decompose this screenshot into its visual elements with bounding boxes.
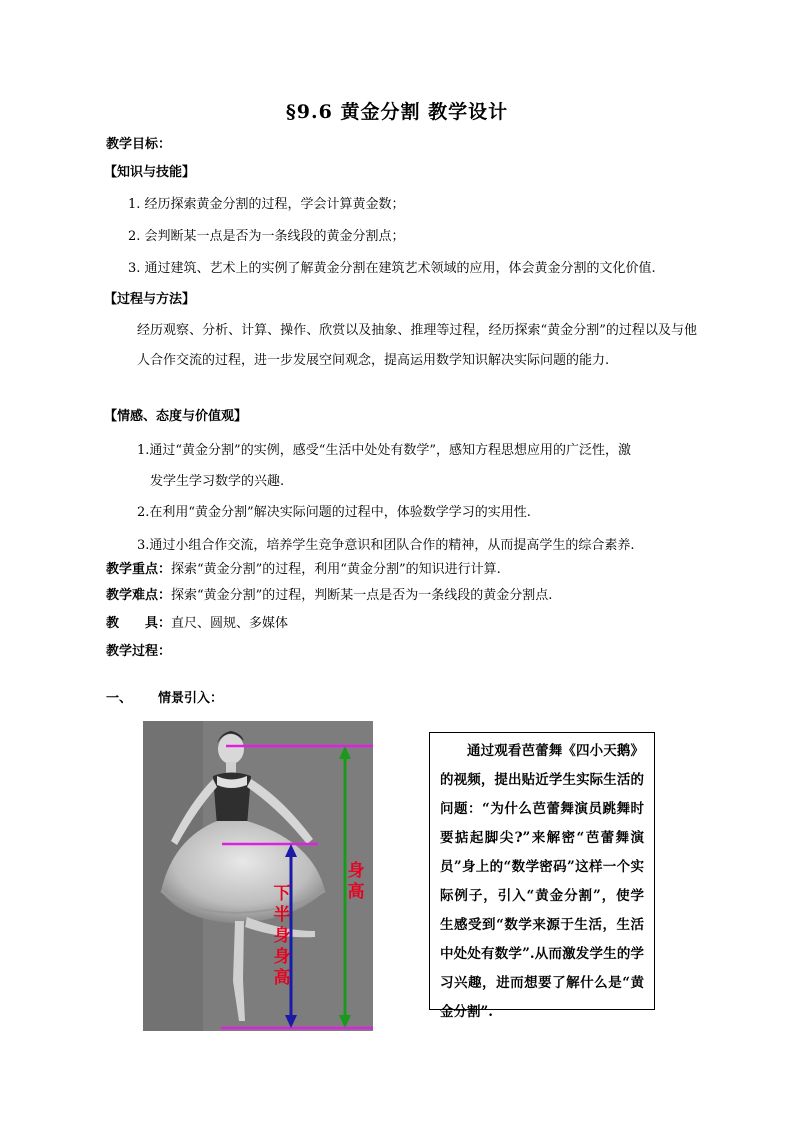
difficult-point-text: 探索“黄金分割”的过程，判断某一点是否为一条线段的黄金分割点.	[171, 588, 553, 603]
lower-arrow-bottom	[285, 1015, 297, 1028]
section-1-title: 情景引入：	[158, 691, 224, 706]
tools-text: 直尺、圆规、多媒体	[171, 616, 289, 631]
knowledge-item-3: 3. 通过建筑、艺术上的实例了解黄金分割在建筑艺术领域的应用，体会黄金分割的文化价值.	[128, 261, 656, 276]
emotion-item-1-line-2: 发学生学习数学的兴趣.	[150, 474, 285, 489]
difficult-point	[106, 586, 552, 606]
knowledge-heading: 【知识与技能】	[104, 165, 196, 180]
key-point	[106, 560, 501, 580]
height-arrow-bottom	[339, 1015, 351, 1028]
emotion-item-2: 2.在利用“黄金分割”解决实际问题的过程中，体验数学学习的实用性.	[137, 505, 531, 520]
process-text: 经历观察、分析、计算、操作、欣赏以及抽象、推理等过程，经历探索“黄金分割”的过程以及与他人合作交流的过程，进一步发展空间观念，提高运用数学知识解决实际问题的能力.	[137, 323, 697, 368]
height-arrow-top	[339, 746, 351, 759]
difficult-point-label: 教学难点：	[106, 588, 172, 603]
tools	[106, 614, 288, 634]
key-point-label: 教学重点：	[106, 562, 172, 577]
emotion-item-1-line-1: 1.通过“黄金分割”的实例，感受“生活中处处有数学”，感知方程思想应用的广泛性，激	[137, 443, 631, 458]
lower-body-label: 下半身身高	[273, 884, 291, 988]
knowledge-item-1: 1. 经历探索黄金分割的过程，学会计算黄金数；	[128, 197, 405, 212]
measurement-overlay	[143, 721, 383, 1041]
tools-label: 教 具：	[106, 616, 172, 631]
intro-text-box	[429, 732, 655, 1020]
key-point-text: 探索“黄金分割”的过程，利用“黄金分割”的知识进行计算.	[171, 562, 501, 577]
lower-arrow-top	[285, 844, 297, 857]
emotion-item-3: 3.通过小组合作交流，培养学生竞争意识和团队合作的精神，从而提高学生的综合素养.	[137, 538, 635, 553]
objectives-label: 教学目标：	[106, 137, 172, 152]
section-1-number: 一、	[106, 691, 133, 706]
process-heading: 【过程与方法】	[104, 292, 196, 307]
page-title: §9.6 黄金分割 教学设计	[285, 101, 509, 123]
intro-text: 通过观看芭蕾舞《四小天鹅》的视频，提出贴近学生实际生活的问题：“为什么芭蕾舞演员跳舞时要掂起脚尖?”来解密“芭蕾舞演员”身上的“数学密码”这样一个实际例子，引入“黄金分割”，使学生感受到“数学来源于生活，生活中处处有数学”.从而激发学生的学习兴趣，进而想要了解什么是“黄金分割”.	[440, 743, 644, 1020]
procedure-label: 教学过程：	[106, 644, 172, 659]
height-label: 身高	[347, 861, 365, 902]
knowledge-item-2: 2. 会判断某一点是否为一条线段的黄金分割点；	[128, 229, 405, 244]
emotion-heading: 【情感、态度与价值观】	[104, 409, 248, 424]
